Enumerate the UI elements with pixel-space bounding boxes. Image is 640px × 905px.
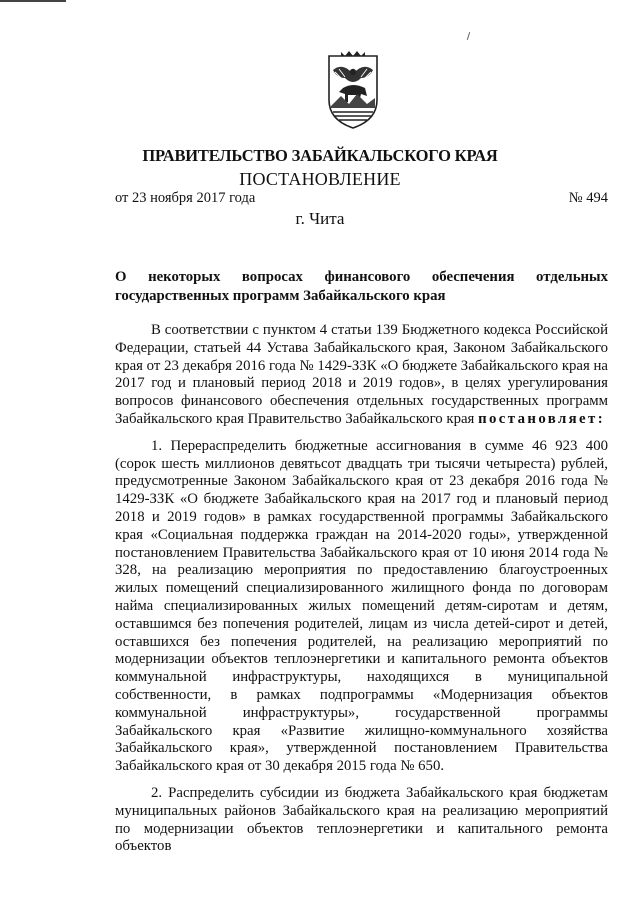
document-type: ПОСТАНОВЛЕНИЕ: [239, 169, 401, 189]
preamble-text: В соответствии с пунктом 4 статьи 139 Бюджетного кодекса Российской Федерации, статьей 44 Устава Забайкальского края, Законом Забайкальского края от 23 декабря 2016 года № 1429-ЗЗК «О бюджете Забайкальского края на 2017 год и плановый период 2018 и 2019 годов», в целях урегулирования вопросов финансового обеспечения отдельных государственных программ Забайкальского края Правительство Забайкальского края: [115, 322, 608, 427]
scan-artifact-line: [0, 0, 66, 2]
document-date: от 23 ноября 2017 года: [115, 190, 256, 206]
document-heading: О некоторых вопросах финансового обеспечения отдельных государственных программ Забайкальского края: [115, 269, 608, 304]
document-number: № 494: [568, 190, 608, 206]
scan-artifact-mark: [467, 32, 470, 40]
preamble-paragraph: [115, 322, 608, 429]
coat-of-arms-icon: [323, 48, 383, 132]
decree-word: постановляет:: [478, 410, 606, 427]
government-title: ПРАВИТЕЛЬСТВО ЗАБАЙКАЛЬСКОГО КРАЯ: [142, 146, 498, 165]
item-paragraph-1: 1. Перераспределить бюджетные ассигнования в сумме 46 923 400 (сорок шесть миллионов девятьсот двадцать три тысячи четыреста) рублей, предусмотренные Законом Забайкальского края от 23 декабря 2016 года № 1429-ЗЗК «О бюджете Забайкальского края на 2017 год и плановый период 2018 и 2019 годов» в рамках государственной программы Забайкальского края «Социальная поддержка граждан на 2014-2020 годы», утвержденной постановлением Правительства Забайкальского края от 10 июня 2014 года № 328, на реализацию мероприятия по предоставлению благоустроенных жилых помещений специализированного жилищного фонда по договорам найма специализированных жилых помещений детям-сиротам и детям, оставшимся без попечения родителей, лицам из числа детей-сирот и детей, оставшихся без попечения родителей, на реализацию мероприятий по модернизации объектов теплоэнергетики и капитального ремонта объектов коммунальной инфраструктуры, находящихся в муниципальной собственности, в рамках подпрограммы «Модернизация объектов коммунальной инфраструктуры», государственной программы Забайкальского края «Развитие жилищно-коммунального хозяйства Забайкальского края», утвержденной постановлением Правительства Забайкальского края от 30 декабря 2015 года № 650.: [115, 437, 608, 775]
document-city: г. Чита: [295, 209, 345, 228]
document-body: [115, 322, 608, 856]
item-paragraph-2: 2. Распределить субсидии из бюджета Забайкальского края бюджетам муниципальных районов Забайкальского края на реализацию мероприятий по модернизации объектов теплоэнергетики и капитального ремонта объектов: [115, 784, 608, 855]
